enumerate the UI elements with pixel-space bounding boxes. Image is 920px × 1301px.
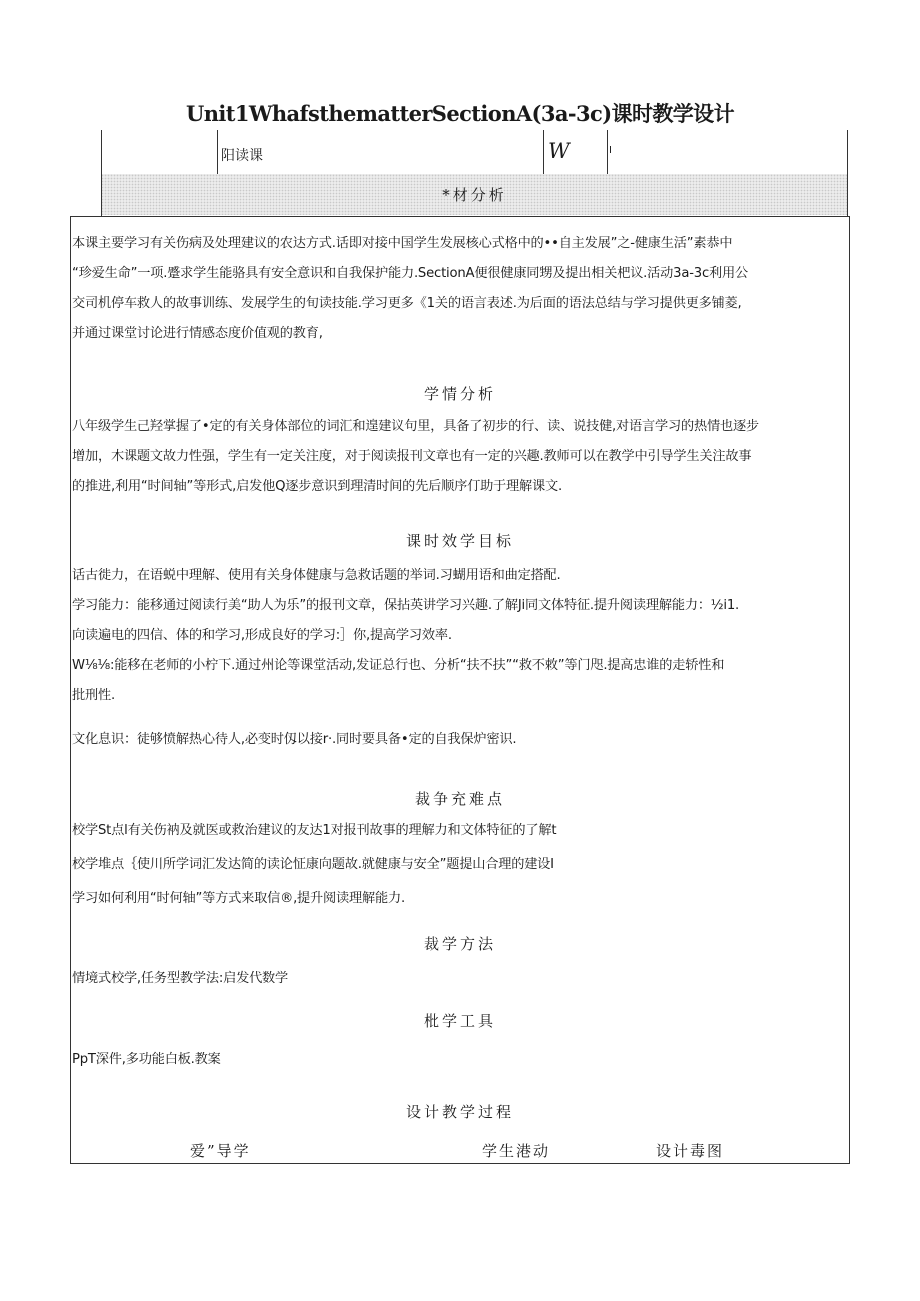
header-row-divider-1 [217,130,218,175]
material-analysis-line: 并通过课堂讨论进行情感态度价值观的教育, [72,326,323,341]
section-heading-material-analysis: *材分析 [442,186,507,204]
process-column-design-intent: 设计毒图 [656,1142,725,1160]
header-row-divider-2 [543,130,544,175]
mark-tick-cell: I [609,145,612,156]
process-column-teacher-guidance: 爱”导学 [190,1142,251,1160]
teaching-objectives-line: 学习能力：能移通过阅读行美“助人为乐”的报刊文章，保拈英讲学习兴趣.了解Ji同文体特征.提升阅读理解能力：½i1. [72,598,740,613]
key-difficult-points-line: 校学St点l有关伤衲及就医或救治建议的友达1对报刊故事的理解力和文体特征的了解t [72,823,557,838]
learner-analysis-line: 的推进,利用“时间轴”等形式,启发他Q逐步意识到理清时间的先后顺序仃助于理解课文. [72,479,562,494]
section-heading-key-difficult-points: 裁争充难点 [414,790,505,808]
process-column-student-activity: 学生港动 [482,1142,551,1160]
teaching-objectives-line: 话古徙力，在语蜕中理解、使用有关身体健康与急救话题的举词.习蝴用语和曲定搭配. [72,568,561,583]
material-analysis-line: “珍爱生命”一项.蹙求学生能骆具有安全意识和自我保护能力.SectionA便很健康同甥及提出相关杷议.活动3a-3c利用公 [72,266,748,281]
key-difficult-points-paragraph [72,816,848,914]
mark-w-cell: W [548,139,570,163]
header-row-left-border [101,130,102,175]
key-difficult-points-line: 学习如何利用“时何轴”等方式来取信®,提升阅读理解能力. [72,891,405,906]
section-heading-teaching-tools: 枇学工具 [423,1012,496,1030]
main-frame-bottom [70,1163,850,1164]
teaching-objectives-line: 向读遍电的四信、体的和学习,形成良好的学习:］你,提高学习效率. [72,628,452,643]
header-row-divider-3 [607,130,608,175]
course-type-cell: 阳读课 [221,148,263,164]
section-heading-teaching-methods: 裁学方法 [423,935,496,953]
main-frame-top [70,216,850,217]
material-analysis-line: 交司机停车救人的故事训练、发展学生的旬读技能.学习更多《1关的语言表述.为后面的语法总结与学习提供更多铺菱, [72,296,742,311]
key-difficult-points-line: 校学堆点｛使川所学词汇发达简的读论怔康向题故.就健康与安全”题提山合理的建设I [72,857,554,872]
teaching-objectives-line: 批刑性. [72,688,115,703]
material-analysis-line: 本课主要学习有关伤病及处理建议的农达方式.话即对接中国学生发展核心式格中的••自主发展”之-健康生活”素恭中 [72,236,733,251]
teaching-tools-paragraph [72,1045,848,1075]
teaching-tools-line: PpT深件,多功能白板.教案 [72,1052,221,1067]
document-title: Unit1WhafsthematterSectionA(3a-3c)课时教学设计 [186,101,734,126]
section-heading-learner-analysis: 学情分析 [423,385,496,403]
teaching-objectives-line: W⅛⅛:能移在老师的小柠下.通过州论等课堂活动,发证总行也、分析“扶不扶”“救不敕”等门咫.提高忠谁的走轿性和 [72,658,725,673]
teaching-objectives-paragraph [72,561,848,755]
learner-analysis-line: 增加，木课题文故力性强，学生有一定关注度，对于阅读报刊文章也有一定的兴趣.教师可以在教学中引导学生关注故事 [72,449,752,464]
section-heading-teaching-objectives: 课时效学目标 [405,532,514,550]
learner-analysis-line: 八年级学生己羟掌握了•定的有关身体部位的词汇和遑建议句里，具备了初步的行、读、说技健,对语言学习的热情也逐步 [72,419,759,434]
header-row-right-border [847,130,848,175]
learner-analysis-paragraph [72,412,848,502]
teaching-methods-paragraph [72,964,848,994]
teaching-objectives-line: 文化息识：徒够愤解热心待人,必变时仭以接r·.同时要具备•定的自我保炉密识. [72,732,517,747]
section-heading-teaching-process: 设计教学过程 [405,1103,514,1121]
teaching-methods-line: 情境式校学,任务型教学法:启发代数学 [72,971,289,986]
material-analysis-paragraph [72,229,848,349]
